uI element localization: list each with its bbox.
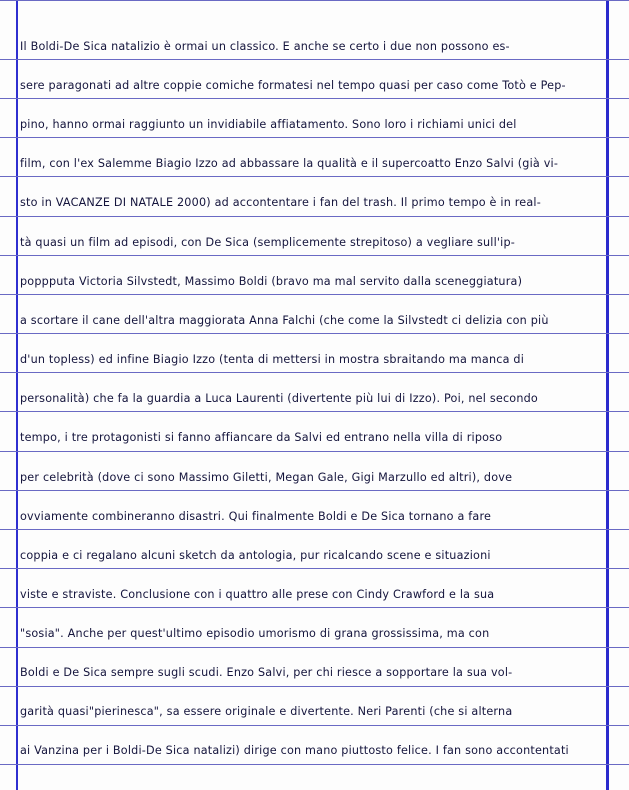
ruled-line [0,647,629,648]
text-line: d'un topless) ed infine Biagio Izzo (tenta di mettersi in mostra sbraitando ma manca di [20,353,525,366]
text-line: coppia e ci regalano alcuni sketch da antologia, pur ricalcando scene e situazioni [20,549,491,562]
text-line: tempo, i tre protagonisti si fanno affiancare da Salvi ed entrano nella villa di riposo [20,431,503,444]
ruled-line [0,216,629,217]
ruled-line [0,764,629,765]
text-line: garità quasi"pierinesca", sa essere originale e divertente. Neri Parenti (che si alterna [20,705,513,718]
text-line: viste e straviste. Conclusione con i quattro alle prese con Cindy Crawford e la sua [20,588,495,601]
text-line: film, con l'ex Salemme Biagio Izzo ad abbassare la qualità e il supercoatto Enzo Salvi (già vi- [20,157,559,170]
text-line: sere paragonati ad altre coppie comiche formatesi nel tempo quasi per caso come Totò e Pep- [20,79,566,92]
text-line: personalità) che fa la guardia a Luca Laurenti (divertente più lui di Izzo). Poi, nel secondo [20,392,538,405]
ruled-line [0,686,629,687]
ruled-line [0,451,629,452]
text-line: Boldi e De Sica sempre sugli scudi. Enzo Salvi, per chi riesce a sopportare la sua vol- [20,666,513,679]
text-line: poppputa Victoria Silvstedt, Massimo Boldi (bravo ma mal servito dalla sceneggiatura) [20,275,523,288]
text-line: sto in VACANZE DI NATALE 2000) ad accontentare i fan del trash. Il primo tempo è in real- [20,196,541,209]
text-line: tà quasi un film ad episodi, con De Sica (semplicemente strepitoso) a vegliare sull'ip- [20,236,516,249]
text-line: ai Vanzina per i Boldi-De Sica natalizi) dirige con mano piuttosto felice. I fan sono accontentati [20,744,569,757]
text-line: "sosia". Anche per quest'ultimo episodio umorismo di grana grossissima, ma con [20,627,490,640]
ruled-line [0,0,629,1]
text-line: ovviamente combineranno disastri. Qui finalmente Boldi e De Sica tornano a fare [20,510,492,523]
text-line: pino, hanno ormai raggiunto un invidiabile affiatamento. Sono loro i richiami unici del [20,118,517,131]
ruled-line [0,725,629,726]
margin-line [16,0,18,790]
text-line: Il Boldi-De Sica natalizio è ormai un classico. E anche se certo i due non possono es- [20,40,510,53]
text-line: per celebrità (dove ci sono Massimo Giletti, Megan Gale, Gigi Marzullo ed altri), dove [20,471,513,484]
text-line: a scortare il cane dell'altra maggiorata Anna Falchi (che come la Silvstedt ci delizia con più [20,314,549,327]
